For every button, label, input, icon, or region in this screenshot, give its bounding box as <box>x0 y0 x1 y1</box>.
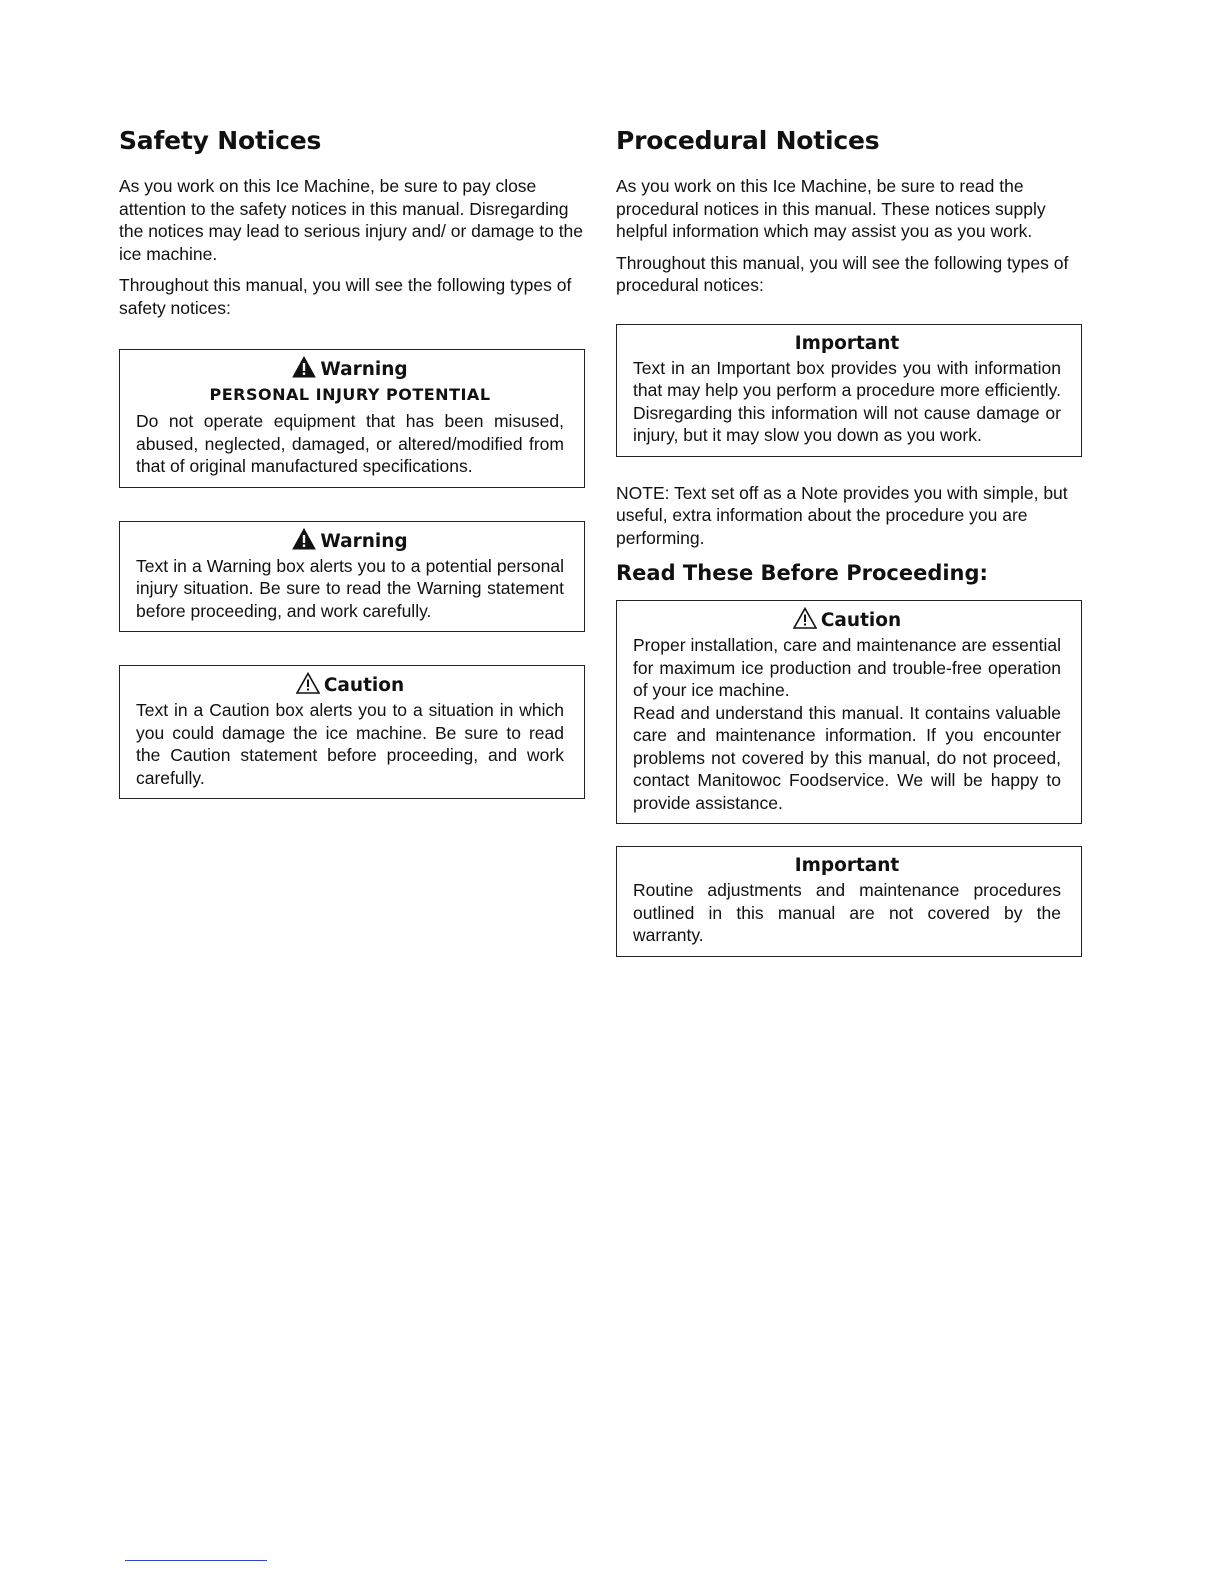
important-box-text: Routine adjustments and maintenance procedures outlined in this manual are not covered by the warranty. <box>633 880 1061 945</box>
important-box-general <box>616 324 1082 457</box>
warning-box-text: Text in a Warning box alerts you to a potential personal injury situation. Be sure to read the Warning statement before proceeding, and work carefully. <box>136 555 564 621</box>
caution-title-text: Caution <box>323 675 405 696</box>
warning-box-title <box>136 528 564 555</box>
footer-link-underline <box>125 1560 267 1561</box>
warning-box-general <box>119 521 585 633</box>
caution-outline-icon <box>296 672 320 694</box>
safety-types-paragraph: Throughout this manual, you will see the following types of safety notices: <box>119 275 572 318</box>
warning-filled-icon <box>292 528 316 550</box>
important-box-title: Important <box>794 855 900 876</box>
safety-intro-paragraph: As you work on this Ice Machine, be sure to pay close attention to the safety notices in this manual. Disregarding the notices may lead to serious injury and/ or damage to the ice machine. <box>119 176 584 264</box>
warning-box-text: Do not operate equipment that has been misused, abused, neglected, damaged, or altered/modified from that of original manufactured specifications. <box>136 411 564 476</box>
safety-notices-heading: Safety Notices <box>119 126 322 155</box>
caution-box-text-2: Read and understand this manual. It contains valuable care and maintenance information. If you encounter problems not covered by this manual, do not proceed, contact Manitowoc Foodservice. We will be happy to provide assistance. <box>633 702 1061 813</box>
caution-outline-icon <box>793 607 817 629</box>
warning-title-text: Warning <box>320 359 408 380</box>
read-before-heading: Read These Before Proceeding: <box>616 561 988 585</box>
caution-box-installation <box>616 600 1082 824</box>
warning-box-title <box>136 356 564 383</box>
important-box-text: Text in an Important box provides you with information that may help you perform a procedure more efficiently. Disregarding this information will not cause damage or injury, but it may slow you down as you work. <box>633 357 1061 445</box>
caution-box-title <box>136 672 564 699</box>
procedural-intro-paragraph: As you work on this Ice Machine, be sure to read the procedural notices in this manual. These notices supply helpful information which may assist you as you work. <box>616 176 1046 241</box>
important-box-title: Important <box>794 332 900 354</box>
warning-box-injury <box>119 349 585 488</box>
caution-box-text: Text in a Caution box alerts you to a situation in which you could damage the ice machine. Be sure to read the Caution statement before proceeding, and work carefully. <box>136 700 564 788</box>
caution-title-text: Caution <box>820 610 902 631</box>
caution-box-text-1: Proper installation, care and maintenance are essential for maximum ice production and trouble-free operation of your ice machine. <box>633 635 1061 700</box>
safety-notices-column <box>119 122 585 799</box>
important-box-warranty <box>616 846 1082 957</box>
warning-subtitle: PERSONAL INJURY POTENTIAL <box>209 385 491 404</box>
procedural-types-paragraph: Throughout this manual, you will see the following types of procedural notices: <box>616 252 1069 295</box>
caution-box-title <box>633 607 1061 634</box>
procedural-notices-column <box>616 122 1082 957</box>
warning-title-text: Warning <box>320 530 408 552</box>
procedural-notices-heading: Procedural Notices <box>616 126 880 155</box>
warning-filled-icon <box>292 356 316 378</box>
caution-box-general <box>119 665 585 799</box>
note-paragraph: NOTE: Text set off as a Note provides you with simple, but useful, extra information about the procedure you are performing. <box>616 482 1068 548</box>
